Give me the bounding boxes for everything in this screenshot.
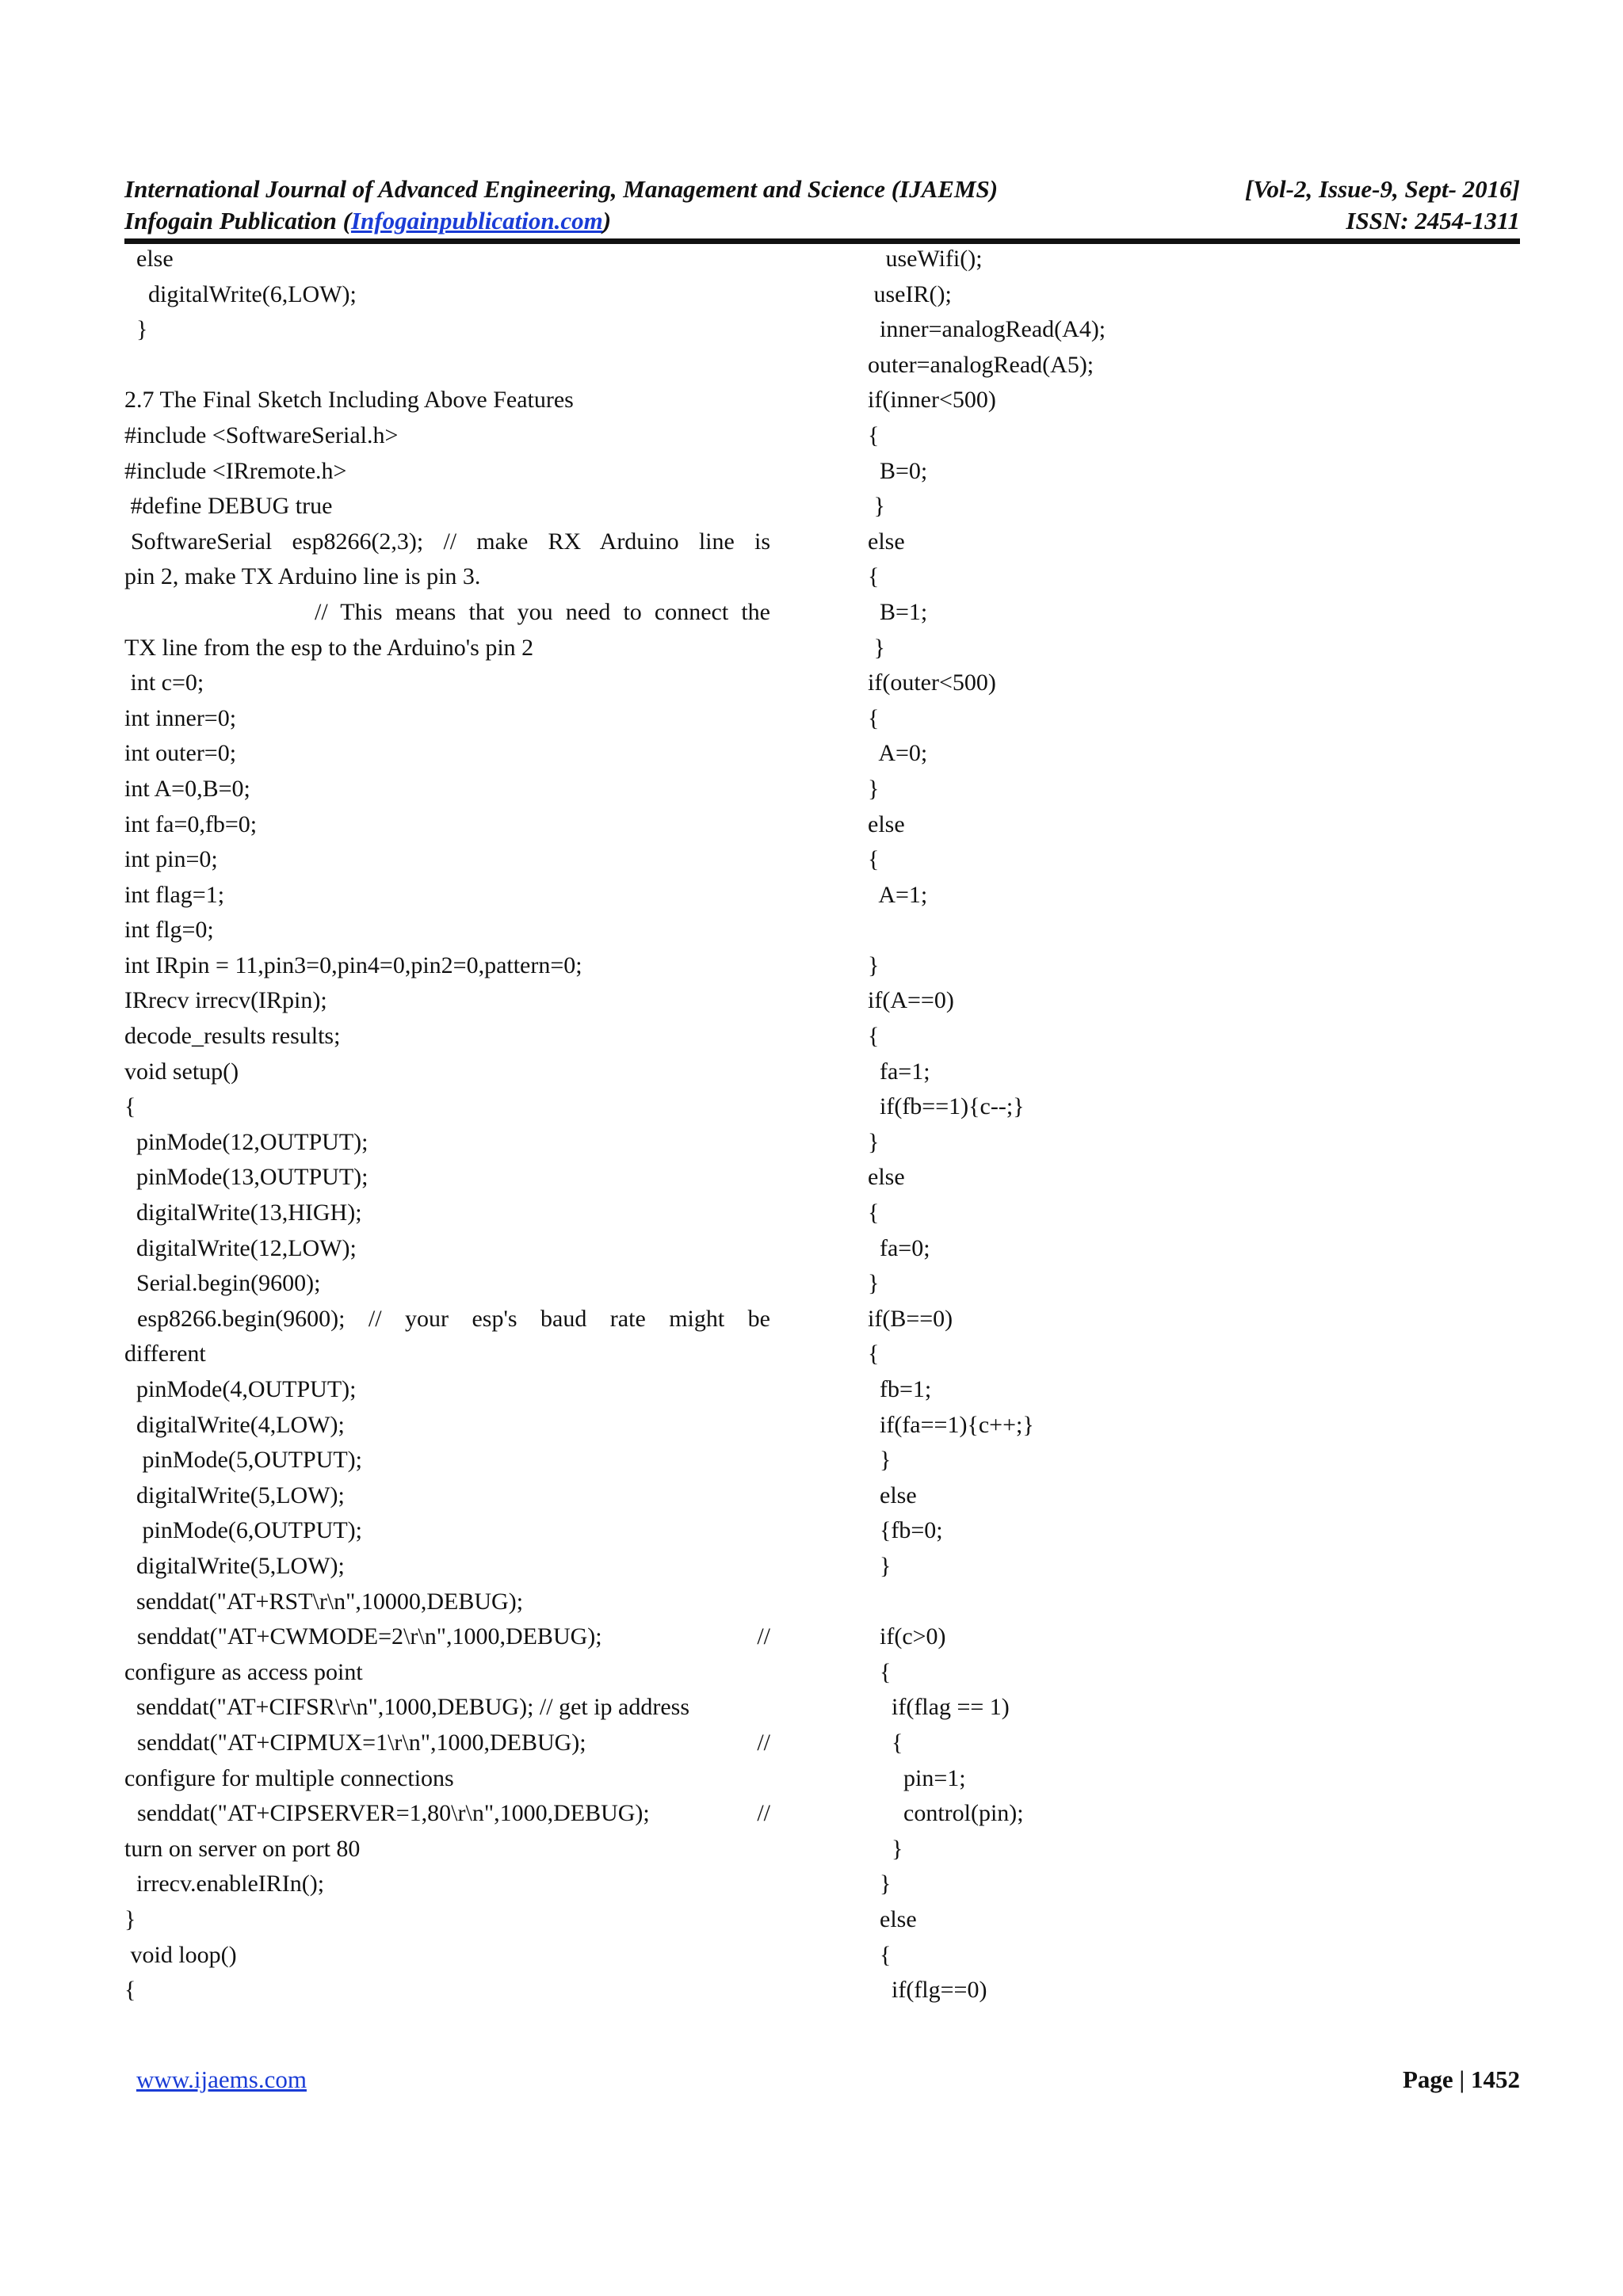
code-line: digitalWrite(5,LOW); — [124, 1482, 345, 1508]
code-line: else — [868, 528, 905, 555]
header-row-bottom — [124, 205, 1520, 237]
code-line: fa=1; — [868, 1058, 930, 1085]
code-line: 2.7 The Final Sketch Including Above Features — [124, 387, 574, 414]
code-line: else — [868, 1164, 905, 1191]
code-line: senddat("AT+CIPSERVER=1,80\r\n",1000,DEBUG); // — [137, 1800, 770, 1827]
code-line: { — [868, 421, 880, 448]
page-number: Page | 1452 — [1402, 2065, 1520, 2093]
code-line: useIR(); — [868, 280, 952, 307]
code-line: A=1; — [868, 881, 928, 908]
publisher — [124, 205, 611, 237]
journal-website-link[interactable]: www.ijaems.com — [136, 2065, 307, 2093]
code-line: IRrecv irrecv(IRpin); — [124, 987, 327, 1014]
code-line: TX line from the esp to the Arduino's pin 2 — [124, 634, 534, 661]
code-line: { — [868, 1729, 903, 1756]
code-line: else — [868, 1905, 917, 1932]
code-line: pinMode(5,OUTPUT); — [124, 1447, 362, 1474]
code-line: int pin=0; — [124, 846, 218, 873]
code-line: inner=analogRead(A4); — [868, 316, 1106, 343]
code-line: {fb=0; — [868, 1517, 943, 1544]
code-line: int flg=0; — [124, 917, 214, 944]
page-footer — [136, 2064, 1520, 2096]
code-line: } — [868, 493, 885, 520]
code-line: } — [868, 1270, 880, 1297]
code-line: if(B==0) — [868, 1305, 953, 1332]
code-line: { — [124, 1977, 136, 2004]
left-code-column — [124, 242, 770, 2008]
code-line: } — [868, 634, 885, 661]
code-line: } — [868, 1835, 903, 1862]
code-line: } — [124, 1905, 136, 1932]
code-line: } — [124, 316, 148, 343]
code-line: } — [868, 1128, 880, 1155]
code-line: { — [868, 1941, 892, 1968]
code-line: if(A==0) — [868, 987, 954, 1014]
code-line: digitalWrite(4,LOW); — [124, 1411, 345, 1438]
code-line: int outer=0; — [124, 740, 237, 767]
code-line: void loop() — [124, 1941, 237, 1968]
code-line: digitalWrite(12,LOW); — [124, 1234, 357, 1261]
code-line: { — [868, 1658, 892, 1685]
code-line: control(pin); — [868, 1800, 1024, 1827]
code-line: B=1; — [868, 598, 928, 625]
code-line: if(flg==0) — [868, 1977, 987, 2004]
code-line: { — [868, 1341, 880, 1367]
header-row-top — [124, 174, 1520, 205]
code-line: pin 2, make TX Arduino line is pin 3. — [124, 563, 481, 590]
code-line: if(outer<500) — [868, 669, 996, 696]
code-line: pinMode(4,OUTPUT); — [124, 1376, 357, 1402]
code-line: decode_results results; — [124, 1023, 341, 1050]
code-line: fa=0; — [868, 1234, 930, 1261]
journal-title: International Journal of Advanced Engineering, Management and Science (IJAEMS) — [124, 175, 999, 203]
code-line: { — [868, 563, 880, 590]
code-line: #include <SoftwareSerial.h> — [124, 421, 399, 448]
code-line: if(flag == 1) — [868, 1694, 1010, 1721]
code-line — [124, 348, 770, 383]
code-line: outer=analogRead(A5); — [868, 351, 1094, 378]
code-line: pin=1; — [868, 1764, 966, 1791]
code-line: } — [868, 1871, 892, 1897]
code-line: } — [868, 775, 880, 802]
code-line: else — [124, 246, 174, 272]
code-line: int flag=1; — [124, 881, 225, 908]
code-line: int IRpin = 11,pin3=0,pin4=0,pin2=0,pattern=0; — [124, 952, 582, 978]
code-line: } — [868, 1552, 892, 1579]
volume-issue: [Vol-2, Issue-9, Sept- 2016] — [1244, 175, 1520, 203]
code-line: senddat("AT+CWMODE=2\r\n",1000,DEBUG); // — [137, 1623, 770, 1650]
code-line: irrecv.enableIRIn(); — [124, 1871, 325, 1897]
code-line: int inner=0; — [124, 704, 237, 731]
code-line: B=0; — [868, 457, 928, 484]
code-line: #define DEBUG true — [124, 493, 333, 520]
code-line: #include <IRremote.h> — [124, 457, 347, 484]
publisher-prefix: Infogain Publication ( — [124, 207, 351, 235]
code-line: Serial.begin(9600); — [124, 1270, 321, 1297]
code-line: digitalWrite(6,LOW); — [124, 280, 357, 307]
code-line: digitalWrite(13,HIGH); — [124, 1199, 362, 1226]
code-line: useWifi(); — [868, 246, 983, 272]
code-line: senddat("AT+CIPMUX=1\r\n",1000,DEBUG); // — [137, 1729, 770, 1756]
code-line: if(inner<500) — [868, 387, 996, 414]
code-line: configure as access point — [124, 1658, 363, 1685]
code-line: turn on server on port 80 — [124, 1835, 361, 1862]
code-line: { — [124, 1093, 136, 1120]
code-line: if(fa==1){c++;} — [868, 1411, 1034, 1438]
code-line: else — [868, 1482, 917, 1508]
code-line: senddat("AT+RST\r\n",10000,DEBUG); — [124, 1588, 524, 1615]
publisher-suffix: ) — [602, 207, 612, 235]
code-line — [868, 913, 1470, 948]
code-line: fb=1; — [868, 1376, 932, 1402]
code-line: int A=0,B=0; — [124, 775, 250, 802]
code-line — [868, 1585, 1470, 1620]
code-line: void setup() — [124, 1058, 239, 1085]
code-line: A=0; — [868, 740, 928, 767]
code-line: pinMode(12,OUTPUT); — [124, 1128, 369, 1155]
publisher-link[interactable]: Infogainpublication.com — [350, 207, 603, 235]
code-line: int fa=0,fb=0; — [124, 810, 258, 837]
code-line: { — [868, 846, 880, 873]
code-line: else — [868, 810, 905, 837]
code-line: { — [868, 1199, 880, 1226]
code-line: pinMode(13,OUTPUT); — [124, 1164, 369, 1191]
code-line: int c=0; — [124, 669, 204, 696]
code-line: different — [124, 1341, 206, 1367]
code-line: digitalWrite(5,LOW); — [124, 1552, 345, 1579]
code-line: } — [868, 1447, 892, 1474]
code-line: if(fb==1){c--;} — [868, 1093, 1025, 1120]
code-line: { — [868, 1023, 880, 1050]
code-line: } — [868, 952, 880, 978]
code-line: SoftwareSerial esp8266(2,3); // make RX Arduino line is — [131, 528, 770, 555]
code-line: configure for multiple connections — [124, 1764, 454, 1791]
code-line: pinMode(6,OUTPUT); — [124, 1517, 362, 1544]
code-line: senddat("AT+CIFSR\r\n",1000,DEBUG); // get ip address — [124, 1694, 690, 1721]
code-line: if(c>0) — [868, 1623, 946, 1650]
right-code-column — [868, 242, 1470, 2008]
code-line: { — [868, 704, 880, 731]
running-header — [124, 174, 1520, 237]
issn: ISSN: 2454-1311 — [1346, 207, 1520, 235]
code-line: esp8266.begin(9600); // your esp's baud rate might be — [137, 1305, 770, 1332]
code-line: // This means that you need to connect the — [315, 598, 770, 625]
